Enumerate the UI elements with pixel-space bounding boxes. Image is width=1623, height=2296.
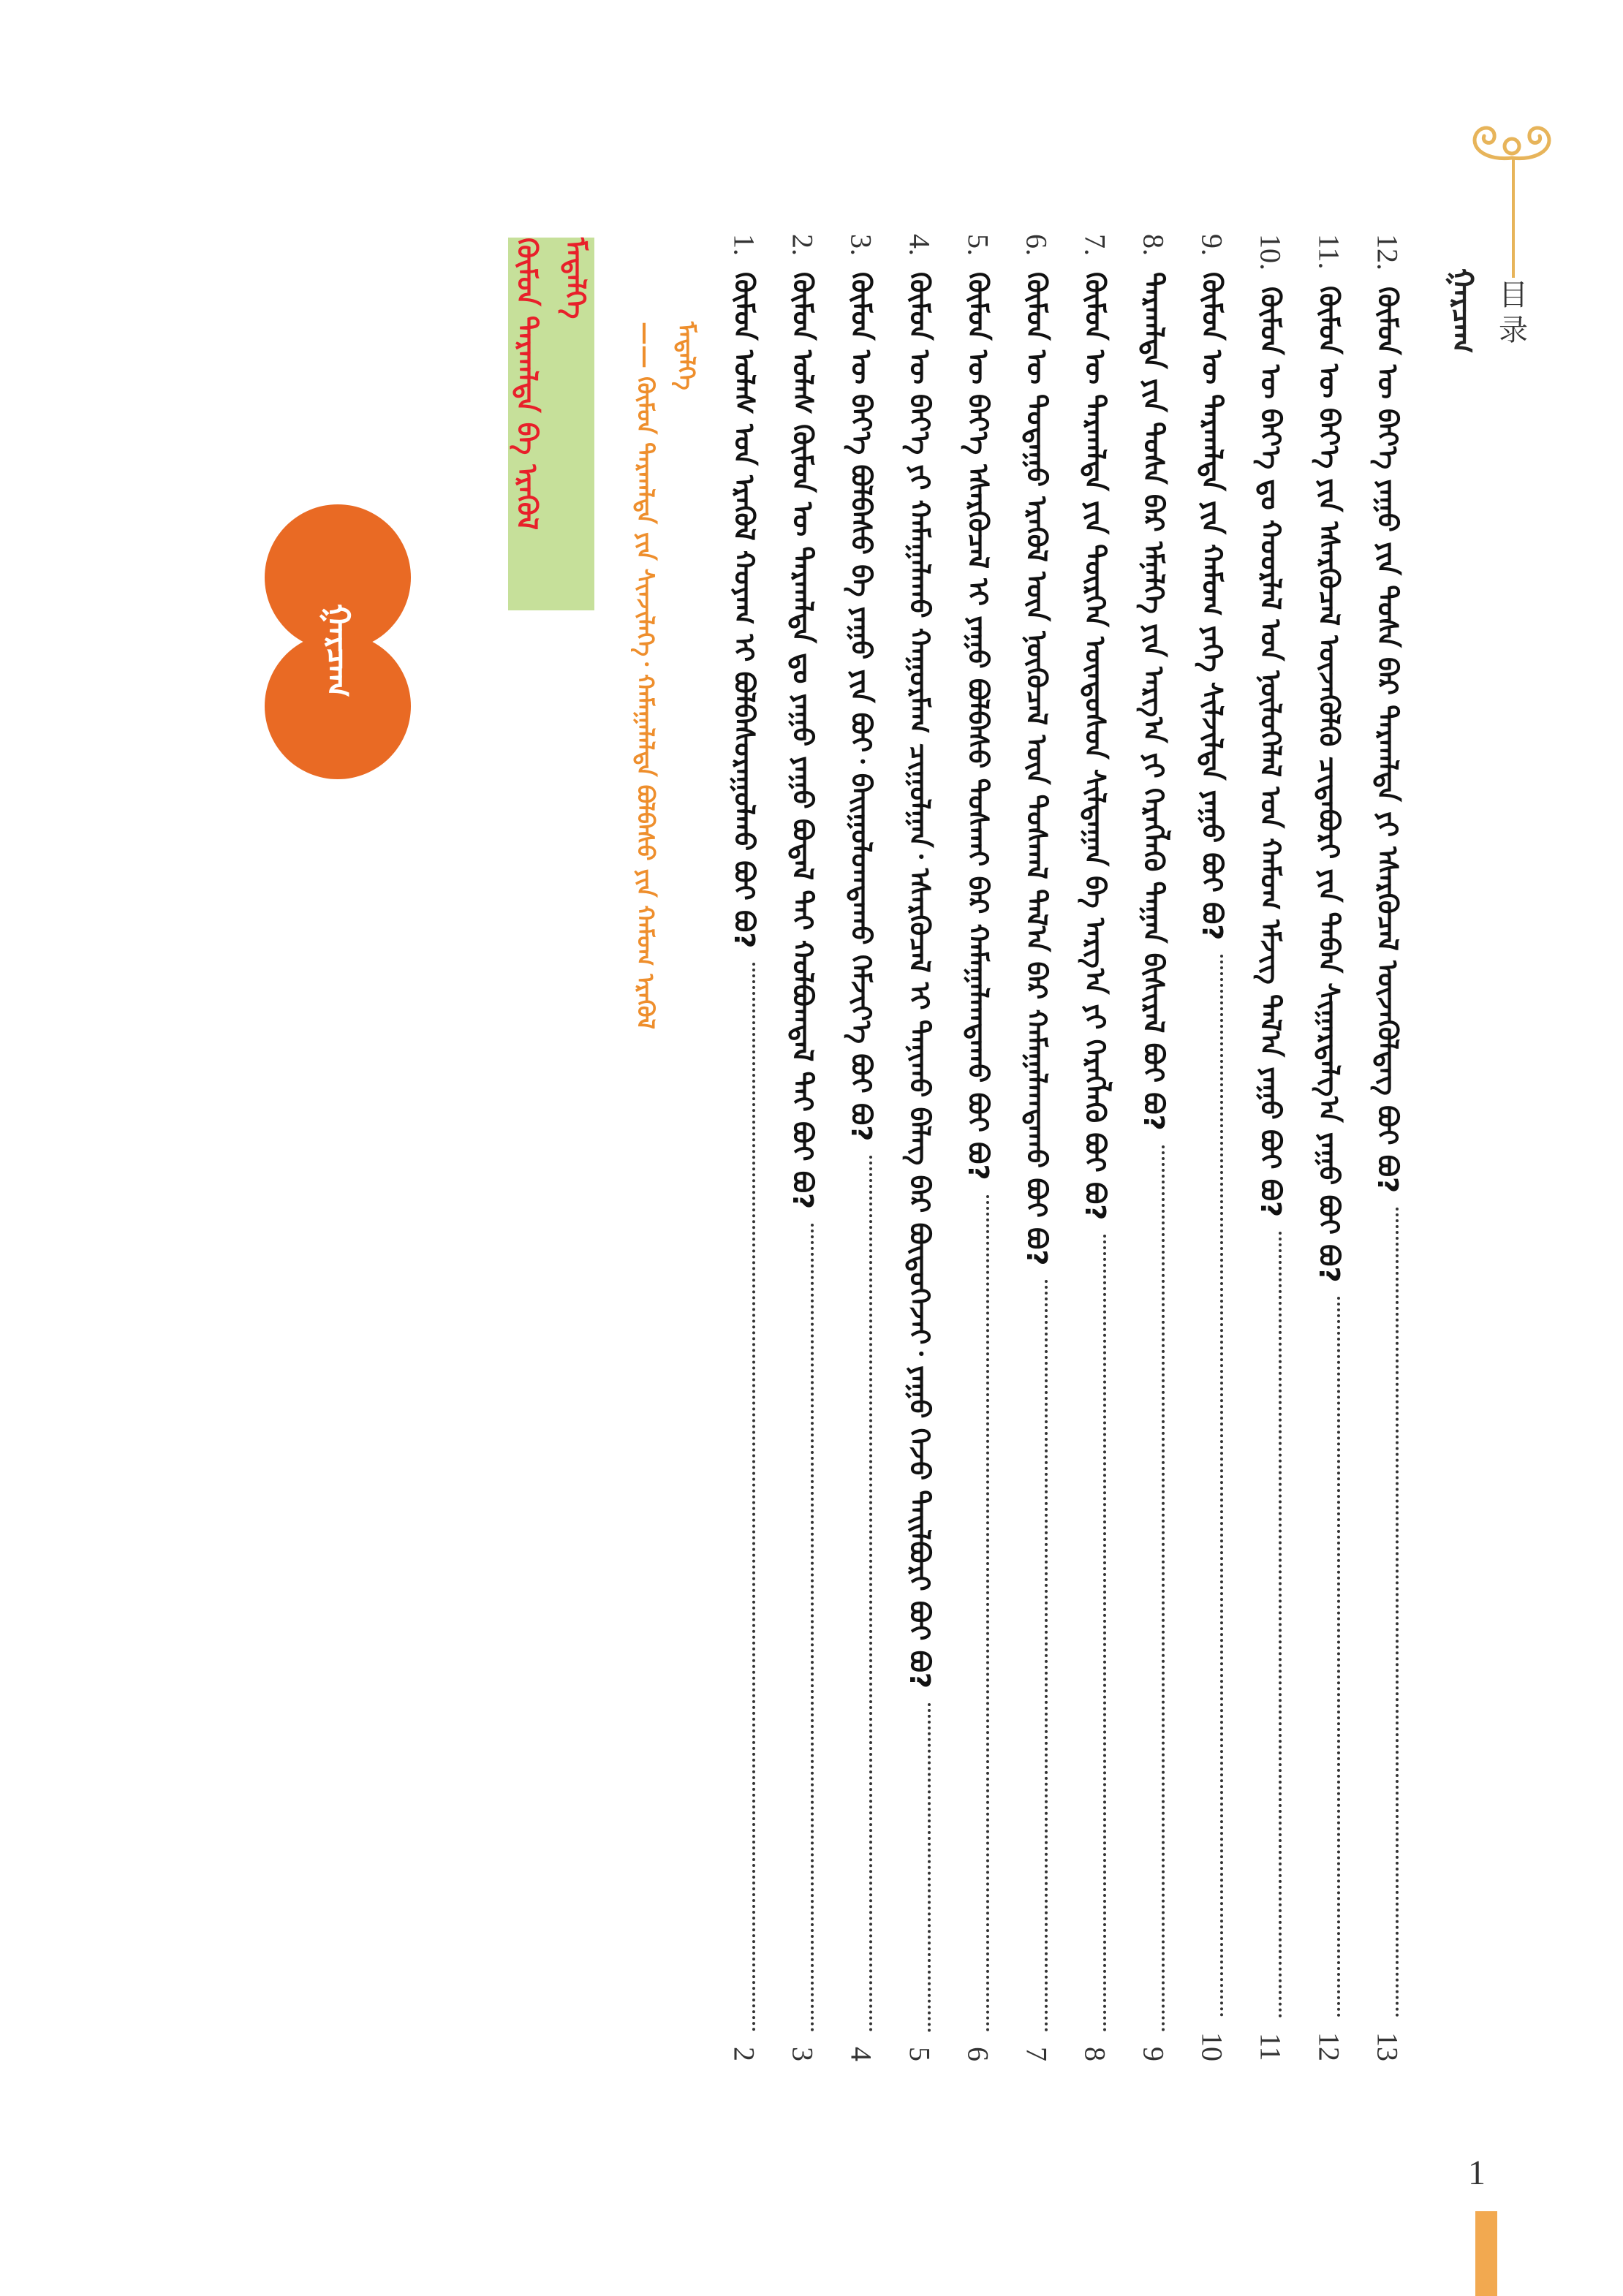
- toc-entry-title: ᠬᠦᠮᠦᠨ ᠦ ᠪᠡᠶ᠎ᠡ ᠳᠤ ᠬᠣᠣᠷᠯᠠᠯ ᠤᠨ ᠨᠥᠯᠦᠭᠡᠯᠡᠯ ᠤᠨ ᠬᠠᠮᠤᠭ ᠡᠮᠵᠢᠭ ᠲᠠᠯ᠎ᠠ ᠶᠠᠭᠤ ᠪᠤᠢ ᠪᠤ?: [1255, 287, 1287, 1218]
- toc-entry-number: 1.: [727, 234, 761, 256]
- toc-dot-leader: [1162, 1145, 1165, 2032]
- page-edge-tab: [1475, 2211, 1497, 2296]
- toc-entry-title: ᠲᠠᠷᠬᠠᠯᠲᠠ ᠶᠢᠨ ᠲᠤᠰᠠ ᠪᠠᠷ ᠡᠮᠨᠡᠯᠭᠡ ᠶᠢᠨ ᠠᠷᠭ᠎ᠠ ᠶᠢ ᠬᠡᠷᠡᠭᠯᠡᠬᠦ ᠳᠠᠭᠠᠨ ᠪᠢᠰᠢᠷᠡᠯ ᠪᠤᠢ ᠪᠤ?: [1138, 272, 1170, 1131]
- toc-entry-number: 10.: [1254, 234, 1287, 270]
- toc-dot-leader: [1103, 1235, 1106, 2032]
- toc-entry-page: 2: [727, 2047, 761, 2061]
- section-title: ᠬᠦᠮᠦᠨ ᠲᠠᠷᠬᠠᠯᠲᠠ ᠪᠠ ᠡᠷᠡᠭᠦᠯ ᠮᠡᠳᠡᠯᠭᠡ: [511, 238, 591, 531]
- toc-entry[interactable]: [1307, 234, 1351, 2061]
- toc-entry[interactable]: [1132, 234, 1176, 2061]
- toc-entry-number: 4.: [903, 234, 937, 256]
- toc-dot-leader: [811, 1224, 814, 2032]
- toc-entry-number: 9.: [1195, 234, 1229, 256]
- page-number: 1: [1468, 2153, 1486, 2192]
- toc-entry[interactable]: [956, 234, 1000, 2061]
- toc-entry-number: 6.: [1020, 234, 1053, 256]
- toc-entry-page: 5: [903, 2047, 937, 2061]
- toc-entry-page: 11: [1254, 2033, 1287, 2061]
- toc-entry-page: 13: [1371, 2032, 1404, 2061]
- section-subtitle: —— ᠬᠦᠮᠦᠨ ᠲᠠᠷᠬᠠᠯᠲᠠ ᠶᠢᠨ ᠰᠢᠨᠵᠢᠯᠡᠭᠡ᠂ ᠬᠠᠮᠠᠭᠠᠯᠠᠯᠲᠠ ᠪᠤᠯᠪᠠᠰᠤ ᠶᠢᠨ ᠬᠠᠮᠤᠭ ᠡᠷᠡᠬᠦᠯ ᠮᠡᠳᠡᠯᠭᠡ: [632, 322, 700, 1030]
- toc-entry-number: 2.: [786, 234, 820, 256]
- toc-entry[interactable]: [1190, 234, 1234, 2061]
- toc-entry-page: 4: [844, 2047, 878, 2061]
- toc-entry[interactable]: [1015, 234, 1059, 2061]
- toc-dot-leader: [1396, 1208, 1399, 2017]
- toc-entry-title: ᠬᠦᠮᠦᠨ ᠦ ᠪᠡᠶ᠎ᠡ ᠡᠰᠡᠷᠭᠦᠴᠡᠯ ᠢ ᠶᠠᠭᠤ ᠪᠤᠯᠪᠠᠰᠤ ᠲᠤᠰᠬᠠᠶ ᠪᠠᠷ ᠬᠠᠮᠠᠭᠠᠯᠠᠭᠳᠠᠬᠤ ᠪᠤᠢ ᠪᠤ?: [962, 272, 994, 1181]
- toc-entry-page: 12: [1312, 2032, 1346, 2061]
- toc-entry-number: 8.: [1137, 234, 1170, 256]
- toc-entry-page: 8: [1078, 2047, 1112, 2061]
- badge-label: ᠭᠠᠷᠴᠠᠭ: [319, 603, 357, 698]
- toc-dot-leader: [752, 963, 755, 2032]
- toc-entry[interactable]: [722, 234, 766, 2061]
- toc-entry[interactable]: [781, 234, 825, 2061]
- toc-entry-title: ᠬᠦᠮᠦᠨ ᠤᠯᠠᠰ ᠬᠦᠮᠦᠨ ᠦ ᠲᠠᠷᠬᠠᠯᠲᠠ ᠳᠤ ᠶᠠᠭᠤ ᠶᠠᠭᠤ ᠪᠤᠳᠠᠯ ᠲᠠᠢ ᠬᠣᠯᠪᠤᠭᠳᠠᠯ ᠲᠠᠢ ᠪᠤᠢ ᠪᠤ?: [787, 272, 819, 1210]
- toc-entry-title: ᠬᠦᠮᠦᠨ ᠤᠯᠠᠰ ᠤᠨ ᠡᠷᠡᠭᠦᠯ ᠬᠣᠶᠠᠭ ᠢ ᠪᠣᠯᠪᠠᠰᠤᠷᠠᠭᠤᠯᠬᠤ ᠪᠤᠢ ᠪᠤ?: [728, 272, 760, 949]
- toc-entry[interactable]: [898, 234, 942, 2061]
- toc-entry-title: ᠬᠦᠮᠦᠨ ᠦ ᠪᠡᠶ᠎ᠡ ᠶᠢ ᠬᠠᠮᠠᠭᠠᠯᠠᠬᠤ ᠬᠠᠭᠤᠷᠮᠠᠭ ᠴᠢᠭᠤᠯᠭᠠᠨ᠂ ᠡᠰᠡᠷᠭᠦᠴᠡᠯ ᠢ ᠲᠠᠨᠢᠬᠤ ᠪᠡᠯᠡᠭ ᠪᠠᠷ ᠪᠦᠲᠦᠭᠡᠵᠡᠢ᠂ ᠶᠠᠭᠤ ᠭᠡᠵᠦ ᠲᠠᠢᠯᠪᠤᠷᠢ ᠪᠤᠢ ᠪᠤ?: [904, 272, 936, 1689]
- toc-entry-title: ᠬᠦᠮᠦᠨ ᠦ ᠳᠤᠲᠠᠭᠤ ᠡᠷᠡᠬᠦᠯ ᠦᠨ ᠨᠥᠬᠦᠴᠡᠯ ᠦᠨ ᠳᠤᠰᠬᠠᠯ ᠲᠠᠯ᠎ᠠ ᠪᠠᠷ ᠬᠠᠮᠠᠭᠠᠯᠠᠭᠳᠠᠬᠤ ᠪᠤᠢ ᠪᠤ?: [1021, 272, 1053, 1266]
- toc-entry-page: 9: [1137, 2047, 1170, 2061]
- header-rule: [1512, 157, 1515, 278]
- toc-entry-page: 10: [1195, 2032, 1229, 2061]
- toc-entry-number: 11.: [1312, 234, 1346, 270]
- toc-dot-leader: [1045, 1280, 1048, 2032]
- toc-entry[interactable]: [1073, 234, 1117, 2061]
- contents-badge: [265, 504, 411, 797]
- toc-entry-number: 12.: [1371, 234, 1404, 270]
- toc-dot-leader: [986, 1195, 989, 2032]
- toc-entry-page: 6: [961, 2047, 995, 2061]
- toc-entry-title: ᠬᠦᠮᠦᠨ ᠦ ᠪᠡᠶ᠎ᠡ ᠶᠢᠨ ᠡᠰᠡᠷᠭᠦᠴᠡᠯ ᠦᠵᠡᠭᠦᠯᠬᠦ ᠴᠢᠳᠠᠪᠤᠷᠢ ᠶᠢᠨ ᠲᠠᠪᠠᠨ ᠰᠢᠭᠠᠷᠳᠠᠯᠭ᠎ᠠ ᠶᠠᠭᠤ ᠪᠤᠢ ᠪᠤ?: [1313, 285, 1345, 1283]
- toc-dot-leader: [928, 1703, 931, 2032]
- toc-entry-number: 3.: [844, 234, 878, 256]
- toc-dot-leader: [1220, 955, 1223, 2017]
- toc-entry-title: ᠬᠦᠮᠦᠨ ᠦ ᠲᠠᠷᠬᠠᠯᠲᠠ ᠶᠢᠨ ᠬᠠᠮᠤᠭ ᠶᠡᠬᠡ ᠰᠢᠯᠵᠢᠯᠲᠡ ᠶᠠᠭᠤ ᠪᠤᠢ ᠪᠤ?: [1196, 272, 1228, 941]
- toc-entry[interactable]: [1249, 234, 1293, 2061]
- header-label-mongolian: ᠭᠠᠷᠴᠠᠭ: [1445, 268, 1480, 354]
- toc-dot-leader: [869, 1156, 872, 2032]
- toc-entry-page: 3: [786, 2047, 820, 2061]
- toc-entry-title: ᠬᠦᠮᠦᠨ ᠦ ᠪᠡᠶ᠎ᠡ ᠪᠤᠯᠪᠠᠰᠤ ᠪᠠ ᠶᠠᠭᠤ ᠶᠢᠨ ᠪᠣᠢ᠂ ᠪᠠᠢᠭᠤᠯᠤᠭᠳᠠᠬᠤ ᠬᠡᠮᠵᠢᠶ᠎ᠡ ᠪᠤᠢ ᠪᠤ?: [845, 272, 877, 1142]
- toc-entry-number: 7.: [1078, 234, 1112, 256]
- toc-entry-title: ᠬᠦᠮᠦᠨ ᠦ ᠪᠡᠶ᠎ᠡ ᠶᠠᠭᠤ ᠶᠢᠨ ᠲᠤᠰᠠ ᠪᠠᠷ ᠲᠠᠷᠬᠠᠯᠲᠠ ᠶᠢ ᠡᠰᠡᠷᠭᠦᠴᠡᠯ ᠦᠵᠡᠭᠦᠯᠳᠡᠭ ᠪᠤᠢ ᠪᠤ?: [1372, 287, 1404, 1194]
- toc-entry-page: 7: [1020, 2047, 1053, 2061]
- scroll-ornament-icon: [1465, 117, 1567, 168]
- toc-dot-leader: [1279, 1232, 1282, 2018]
- section-title-box: [508, 238, 594, 610]
- toc-entry[interactable]: [839, 234, 883, 2061]
- toc-entry-number: 5.: [961, 234, 995, 256]
- toc-dot-leader: [1337, 1297, 1340, 2017]
- toc-entry[interactable]: [1366, 234, 1410, 2061]
- header-label-chinese: 目录: [1499, 279, 1528, 347]
- toc-entry-title: ᠬᠦᠮᠦᠨ ᠦ ᠲᠠᠷᠬᠠᠯᠲᠠ ᠶᠢᠨ ᠲᠦᠷᠭᠡᠨ ᠦᠨᠳᠦᠰᠦᠨ ᠰᠢᠯᠲᠠᠭᠠᠨ ᠪᠠ ᠠᠷᠭ᠎ᠠ ᠶᠢ ᠬᠡᠷᠡᠭᠯᠡᠬᠦ ᠪᠤᠢ ᠪᠤ?: [1079, 272, 1111, 1221]
